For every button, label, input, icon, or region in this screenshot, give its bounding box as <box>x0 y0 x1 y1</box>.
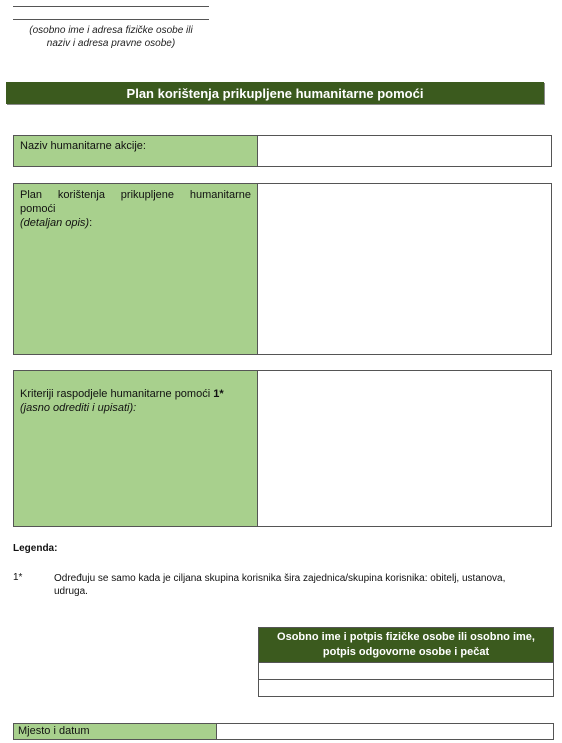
signature-heading <box>259 628 553 662</box>
plan-label-line1: Plan korištenja prikupljene humanitarne <box>20 189 251 201</box>
sender-line-1 <box>13 6 209 7</box>
plan-label-hint-line <box>20 216 251 230</box>
action-name-field[interactable] <box>258 136 551 166</box>
plan-label-line2: pomoći <box>20 203 56 215</box>
footnote-text: Određuju se samo kada je ciljana skupina korisnika šira zajednica/skupina korisnika: obitelj, ustanova, udruga. <box>54 573 506 597</box>
sender-note-line2: naziv i adresa pravne osobe) <box>46 38 176 49</box>
criteria-label-text: Kriteriji raspodjele humanitarne pomoći <box>20 388 211 400</box>
plan-row <box>13 183 552 355</box>
criteria-row <box>13 370 552 527</box>
place-date-field[interactable] <box>217 724 553 739</box>
sender-note-line1: (osobno ime i adresa fizičke osobe ili <box>29 25 193 36</box>
sender-note <box>13 24 209 50</box>
form-title: Plan korištenja prikupljene humanitarne pomoći <box>126 85 424 101</box>
criteria-label <box>14 371 258 526</box>
signature-heading-line2: potpis odgovorne osobe i pečat <box>322 646 490 658</box>
place-date-row <box>13 723 554 740</box>
action-name-label <box>14 136 258 166</box>
criteria-marker: 1* <box>213 388 224 400</box>
criteria-label-line <box>20 387 251 401</box>
plan-label-colon: : <box>89 217 93 229</box>
signature-name-field[interactable] <box>259 662 553 679</box>
form-title-banner <box>6 82 544 104</box>
signature-table <box>258 627 554 697</box>
signature-sign-field[interactable] <box>259 679 553 696</box>
place-date-label: Mjesto i datum <box>14 724 217 739</box>
criteria-field[interactable] <box>258 371 551 526</box>
action-name-label-text: Naziv humanitarne akcije: <box>20 140 146 152</box>
footnote-number: 1* <box>13 572 23 583</box>
sender-line-2 <box>13 19 209 20</box>
plan-label-hint: (detaljan opis) <box>20 217 90 229</box>
criteria-label-hint: (jasno odrediti i upisati): <box>20 402 137 414</box>
signature-heading-line1: Osobno ime i potpis fizičke osobe ili osobno ime, <box>277 631 535 643</box>
plan-field[interactable] <box>258 184 551 354</box>
plan-label <box>14 184 258 354</box>
action-name-row <box>13 135 552 167</box>
legend-title: Legenda: <box>13 543 58 554</box>
